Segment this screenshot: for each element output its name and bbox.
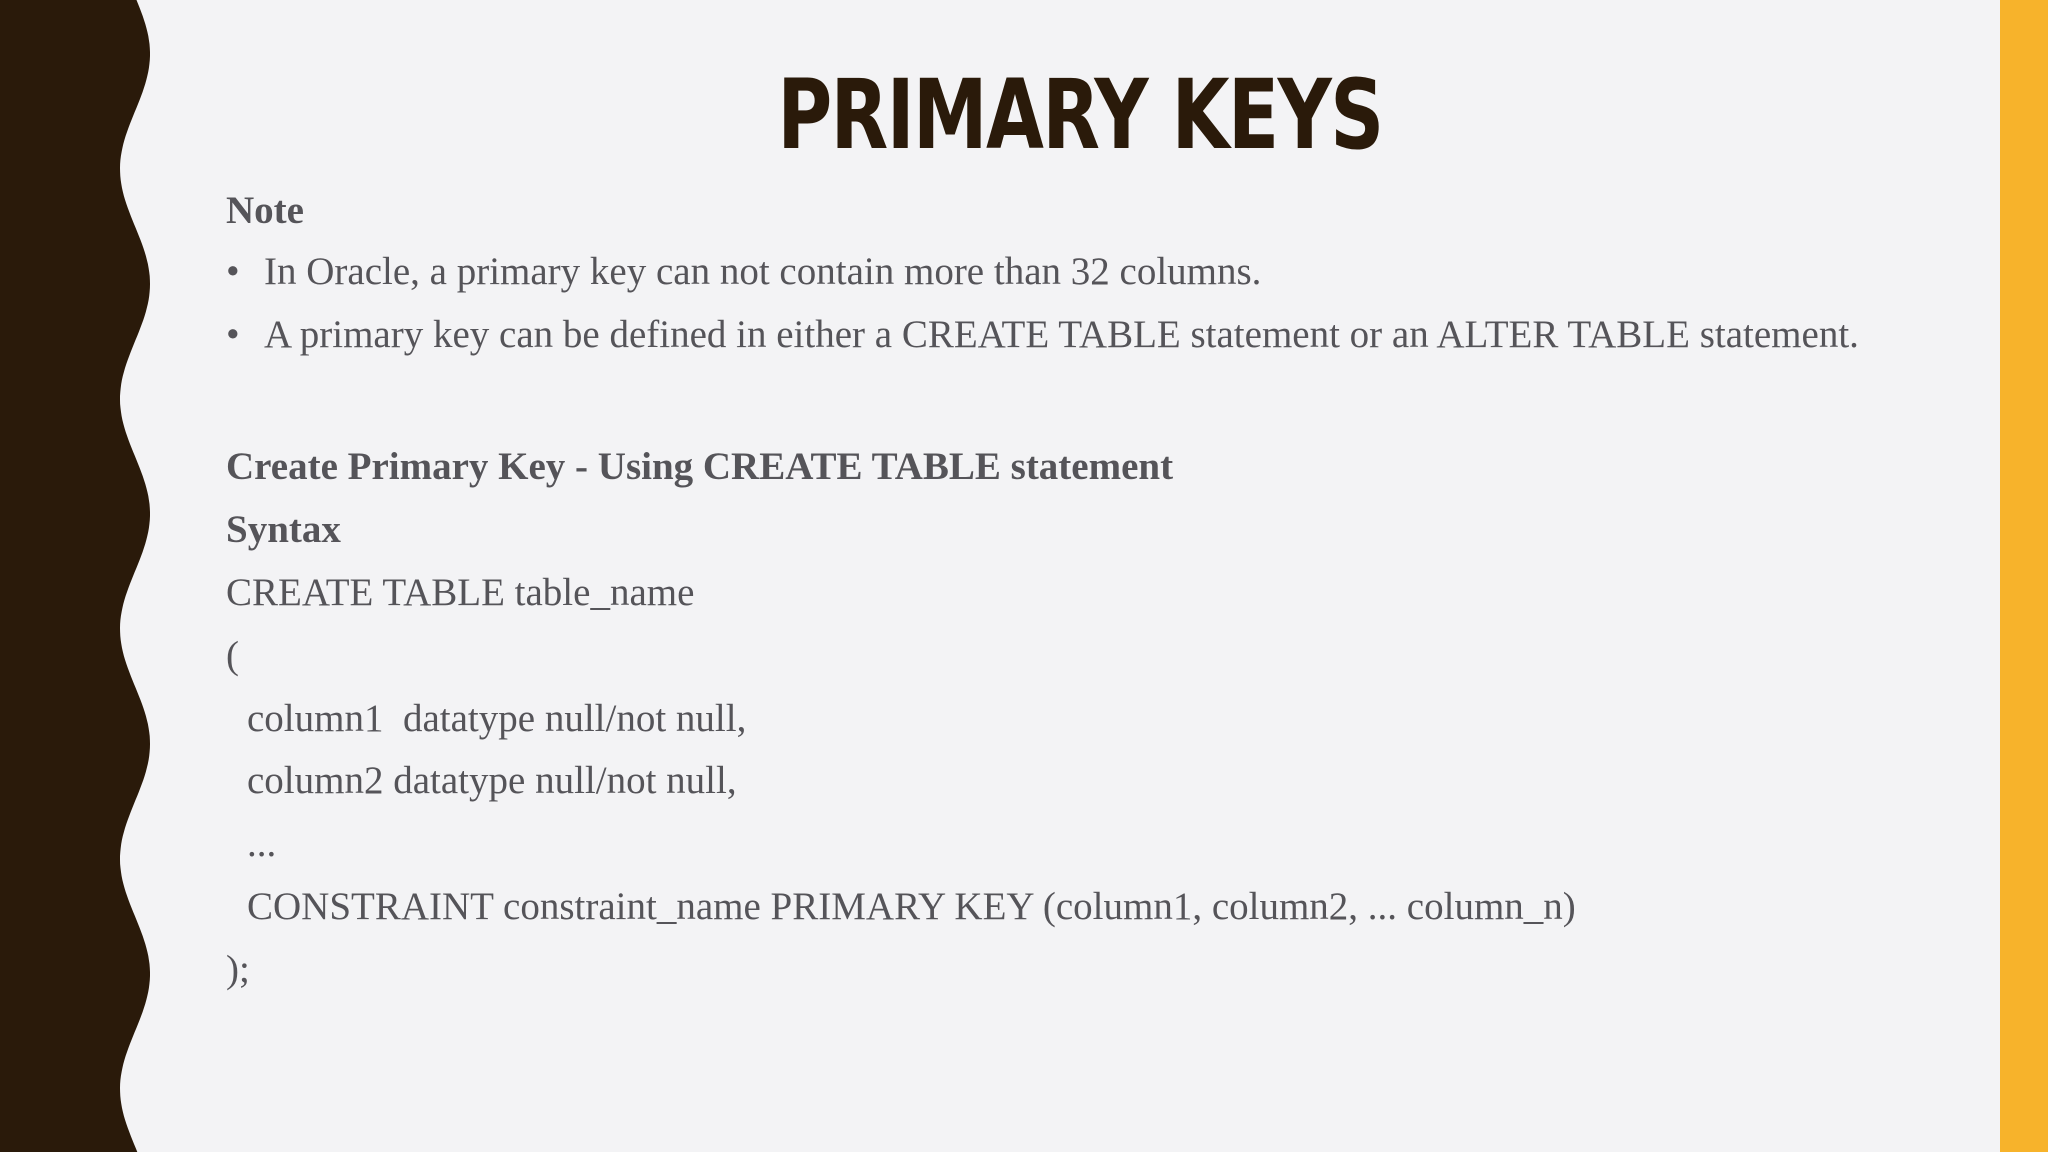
code-line: ( (226, 633, 239, 677)
code-line: column1 datatype null/not null, (247, 696, 747, 740)
slide-content (226, 188, 1866, 1010)
right-accent-band (2000, 0, 2048, 1152)
bullet-text: In Oracle, a primary key can not contain more than 32 columns. (264, 249, 1262, 293)
slide-title: PRIMARY KEYS (777, 59, 1383, 171)
section-heading: Create Primary Key - Using CREATE TABLE statement (226, 445, 1174, 489)
code-line: ... (247, 822, 277, 866)
code-line: ); (226, 947, 250, 991)
left-wavy-band (0, 0, 160, 1152)
spacer (226, 374, 1866, 444)
bullet-item (226, 249, 1866, 296)
code-line: CREATE TABLE table_name (226, 570, 695, 614)
bullet-text: A primary key can be defined in either a CREATE TABLE statement or an ALTER TABLE statement. (264, 312, 1859, 356)
code-line: column2 datatype null/not null, (247, 759, 737, 803)
note-bullet-list (226, 249, 1866, 359)
syntax-heading: Syntax (226, 508, 341, 552)
bullet-item (226, 312, 1866, 359)
code-line: CONSTRAINT constraint_name PRIMARY KEY (column1, column2, ... column_n) (247, 884, 1576, 928)
bullet-dot-icon: • (226, 249, 240, 293)
note-heading: Note (226, 189, 304, 232)
bullet-dot-icon: • (226, 312, 240, 356)
